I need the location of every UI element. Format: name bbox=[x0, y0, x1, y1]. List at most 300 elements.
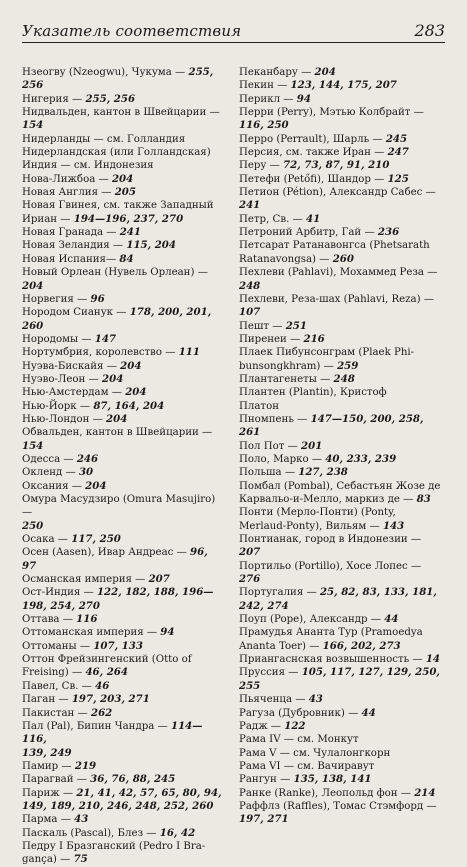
index-entry-line bbox=[239, 66, 444, 79]
index-entry-line bbox=[239, 333, 444, 346]
entry-text: Ранке (Ranke), Леопольд фон — bbox=[239, 787, 415, 799]
page-refs: 260 bbox=[332, 252, 354, 265]
page-refs: 75 bbox=[73, 853, 88, 866]
entry-text: Нзеогву (Nzeogwu), Чукума — bbox=[22, 67, 189, 78]
entry-text: Портильо (Portillo), Хосе Лопес — bbox=[239, 560, 422, 572]
page-refs: 114—116, bbox=[22, 719, 203, 746]
index-entry-line bbox=[239, 119, 444, 132]
page-refs: 178, 200, 201, 260 bbox=[22, 306, 212, 332]
index-entry-line bbox=[239, 79, 444, 92]
page-refs: 117, 250 bbox=[71, 533, 121, 546]
entry-text: Нигерия — bbox=[22, 93, 86, 105]
index-entry-line bbox=[239, 653, 444, 666]
page-refs: 214 bbox=[414, 786, 436, 799]
entry-text: Пруссия — bbox=[239, 667, 302, 679]
index-entry-line bbox=[239, 613, 444, 626]
entry-text: Париж — bbox=[22, 787, 77, 799]
page-refs: 46, 264 bbox=[85, 666, 128, 679]
page-refs: 245 bbox=[385, 132, 408, 145]
page-refs: 25, 82, 83, 133, 181, bbox=[319, 586, 437, 599]
page-refs: 94 bbox=[296, 92, 311, 105]
index-entry-line bbox=[239, 787, 444, 800]
page-refs: 259 bbox=[337, 359, 359, 372]
page-refs: 262 bbox=[91, 706, 113, 719]
index-entry-line bbox=[22, 546, 227, 559]
index-entry-line bbox=[22, 707, 227, 720]
entry-text: Персия, см. также Иран — bbox=[239, 147, 388, 159]
page-refs: 21, 41, 42, 57, 65, 80, 94, bbox=[76, 786, 222, 799]
index-entry-line bbox=[239, 586, 444, 599]
index-entry-line bbox=[239, 453, 444, 466]
entry-text: Пехлеви (Pahlavi), Мохаммед Реза — bbox=[239, 267, 438, 279]
entry-text: Плаек Пибунсонграм (Plaek Phi- bbox=[239, 347, 415, 359]
entry-text: Парма — bbox=[22, 814, 75, 826]
index-entry-line bbox=[239, 93, 444, 106]
entry-text: Омура Масудзиро (Omura Masujiro) — bbox=[22, 494, 216, 519]
entry-text: Радж — bbox=[239, 720, 285, 732]
entry-text: Рама VI — см. Вачиравут bbox=[239, 760, 375, 772]
page-refs: 107, 133 bbox=[93, 639, 143, 652]
entry-text: Педру I Бразганский (Pedro I Bra- bbox=[22, 840, 206, 852]
page-refs: 147—150, 200, 258, bbox=[310, 412, 424, 425]
index-entry-line bbox=[239, 413, 444, 426]
page-refs: 115, 204 bbox=[126, 239, 176, 252]
page-refs: 43 bbox=[308, 693, 323, 706]
index-entry-line bbox=[239, 133, 444, 146]
index-entry-line bbox=[22, 346, 227, 359]
entry-text: Памир — bbox=[22, 760, 75, 772]
index-entry-line bbox=[22, 373, 227, 386]
index-entry-line bbox=[22, 133, 227, 146]
index-entry-line bbox=[239, 693, 444, 706]
index-column-left bbox=[22, 66, 227, 867]
entry-text: Паган — bbox=[22, 694, 72, 706]
page-refs: 14 bbox=[425, 653, 440, 666]
page-refs: 256 bbox=[22, 79, 44, 92]
index-entry-line bbox=[22, 333, 227, 346]
entry-text: Пномпень — bbox=[239, 413, 311, 425]
index-entry-line bbox=[239, 386, 444, 399]
index-column-right bbox=[239, 66, 444, 827]
entry-text: Новая Гранада — bbox=[22, 227, 120, 239]
page-refs: 30 bbox=[78, 466, 94, 479]
entry-text: Норвегия — bbox=[22, 293, 91, 305]
page-refs: 122 bbox=[284, 719, 306, 732]
page-refs: 241 bbox=[239, 199, 261, 212]
entry-text: Помбал (Pombal), Себастьян Жозе де bbox=[239, 480, 441, 492]
entry-text: Пакистан — bbox=[22, 707, 91, 719]
entry-text: Новая Гвинея, см. также Западный bbox=[22, 200, 214, 212]
entry-text: Индия — см. Индонезия bbox=[22, 160, 154, 172]
index-entry-line bbox=[239, 813, 444, 826]
index-entry-line bbox=[22, 253, 227, 266]
entry-text: Нидвальден, кантон в Швейцарии — bbox=[22, 107, 220, 119]
index-entry-line bbox=[239, 320, 444, 333]
index-entry-line bbox=[239, 226, 444, 239]
page-refs: 84 bbox=[119, 252, 134, 265]
index-entry-line bbox=[239, 800, 444, 813]
entry-text: Осен (Aasen), Ивар Андреас — bbox=[22, 547, 191, 559]
entry-text: Перу — bbox=[239, 160, 284, 172]
index-entry-line bbox=[239, 600, 444, 613]
entry-text: Нью-Амстердам — bbox=[22, 387, 126, 399]
index-entry-line bbox=[22, 453, 227, 466]
index-entry-line bbox=[22, 360, 227, 373]
entry-text: Поло, Марко — bbox=[239, 453, 326, 465]
page-refs: 87, 164, 204 bbox=[93, 399, 165, 412]
page-refs: 207 bbox=[239, 546, 261, 559]
entry-text: Оттава — bbox=[22, 614, 77, 626]
index-entry-line bbox=[22, 666, 227, 679]
index-entry-line bbox=[22, 653, 227, 666]
entry-text: Обвальден, кантон в Швейцарии — bbox=[22, 427, 213, 439]
index-entry-line bbox=[239, 266, 444, 279]
page-refs: 149, 189, 210, 246, 248, 252, 260 bbox=[22, 799, 214, 812]
index-entry-line bbox=[22, 266, 227, 279]
entry-text: Платон bbox=[239, 400, 279, 412]
entry-text: Паскаль (Pascal), Блез — bbox=[22, 827, 160, 839]
index-entry-line bbox=[22, 720, 227, 747]
entry-text: Рангун — bbox=[239, 774, 294, 786]
index-entry-line bbox=[22, 280, 227, 293]
index-entry-line bbox=[239, 239, 444, 252]
entry-text: Перри (Perry), Мэтью Колбрайт — bbox=[239, 107, 424, 119]
index-entry-line bbox=[239, 199, 444, 212]
index-entry-line bbox=[239, 280, 444, 293]
page-refs: 135, 138, 141 bbox=[293, 773, 372, 786]
page-refs: 122, 182, 188, 196— bbox=[96, 586, 214, 599]
page-refs: 219 bbox=[74, 759, 97, 772]
entry-text: Петр, Св. — bbox=[239, 213, 306, 225]
page-refs: 204 bbox=[22, 279, 44, 292]
entry-text: Пиренеи — bbox=[239, 333, 304, 345]
entry-text: Ananta Toer) — bbox=[239, 640, 323, 652]
entry-text: Новая Испания— bbox=[22, 253, 120, 265]
index-entry-line bbox=[239, 760, 444, 773]
page-refs: 207 bbox=[148, 573, 170, 586]
page-refs: 111 bbox=[178, 346, 200, 359]
page-refs: 276 bbox=[239, 573, 261, 586]
page-refs: 242, 274 bbox=[239, 599, 289, 612]
index-entry-line bbox=[239, 146, 444, 159]
page-refs: 41 bbox=[305, 212, 321, 225]
page-refs: 204 bbox=[125, 386, 147, 399]
index-entry-line bbox=[22, 813, 227, 826]
page-refs: 154 bbox=[22, 119, 44, 132]
entry-text: Петефи (Petőfi), Шандор — bbox=[239, 173, 388, 185]
index-entry-line bbox=[239, 707, 444, 720]
entry-text: Осака — bbox=[22, 534, 72, 546]
index-entry-line bbox=[239, 626, 444, 639]
index-entry-line bbox=[22, 119, 227, 132]
page-refs: 194—196, 237, 270 bbox=[73, 212, 184, 225]
page-refs: 204 bbox=[106, 412, 128, 425]
page-refs: 216 bbox=[303, 332, 325, 345]
page-refs: 125 bbox=[387, 172, 409, 185]
index-entry-line bbox=[239, 773, 444, 786]
index-entry-line bbox=[22, 573, 227, 586]
page-refs: 250 bbox=[22, 519, 44, 532]
index-entry-line bbox=[239, 720, 444, 733]
index-entry-line bbox=[239, 213, 444, 226]
entry-text: Новая Англия — bbox=[22, 187, 115, 199]
page-refs: 123, 144, 175, 207 bbox=[290, 79, 397, 92]
page-refs: 197, 203, 271 bbox=[71, 693, 150, 706]
index-entry-line bbox=[22, 79, 227, 92]
entry-text: Нуэво-Леон — bbox=[22, 373, 103, 385]
entry-text: Петион (Pétion), Александр Сабес — bbox=[239, 187, 436, 199]
index-entry-line bbox=[22, 413, 227, 426]
index-entry-line bbox=[239, 293, 444, 306]
entry-text: Пехлеви, Реза-шах (Pahlavi, Reza) — bbox=[239, 293, 435, 305]
page-refs: 204 bbox=[85, 479, 107, 492]
index-entry-line bbox=[22, 159, 227, 172]
index-entry-line bbox=[22, 386, 227, 399]
page-refs: 205 bbox=[114, 186, 136, 199]
index-entry-line bbox=[239, 159, 444, 172]
page-refs: 139, 249 bbox=[22, 746, 72, 759]
page-refs: 247 bbox=[387, 146, 409, 159]
entry-text: Нуэва-Бискайя — bbox=[22, 360, 121, 372]
index-entry-line bbox=[239, 560, 444, 573]
page-refs: 147 bbox=[94, 332, 117, 345]
page-refs: 107 bbox=[239, 306, 261, 319]
page-number: 283 bbox=[414, 21, 445, 40]
index-entry-line bbox=[22, 400, 227, 413]
index-entry-line bbox=[239, 493, 444, 506]
entry-text: Парагвай — bbox=[22, 774, 91, 786]
page-refs: 204 bbox=[314, 66, 336, 78]
index-entry-line bbox=[22, 613, 227, 626]
index-entry-line bbox=[239, 106, 444, 119]
index-entry-line bbox=[22, 853, 227, 866]
page-refs: 40, 233, 239 bbox=[325, 452, 397, 465]
page-refs: 198, 254, 270 bbox=[22, 599, 100, 612]
index-entry-line bbox=[22, 600, 227, 613]
entry-text: Пал (Pal), Бипин Чандра — bbox=[22, 720, 171, 732]
index-entry-line bbox=[22, 173, 227, 186]
page-refs: 246 bbox=[76, 452, 99, 465]
entry-text: Рама V — см. Чулалонгкорн bbox=[239, 747, 391, 759]
page-refs: 248 bbox=[333, 372, 355, 385]
index-entry-line bbox=[22, 186, 227, 199]
page-refs: 83 bbox=[416, 493, 431, 505]
index-entry-line bbox=[22, 586, 227, 599]
page-refs: 96 bbox=[90, 292, 105, 305]
entry-text: Нью-Лондон — bbox=[22, 413, 107, 425]
index-entry-line bbox=[239, 666, 444, 679]
entry-text: Павел, Св. — bbox=[22, 680, 96, 692]
index-entry-line bbox=[22, 626, 227, 639]
entry-text: Раффлз (Raffles), Томас Стэмфорд — bbox=[239, 800, 437, 812]
entry-text: Прамудья Ананта Тур (Pramoedya bbox=[239, 627, 423, 639]
page-refs: 105, 117, 127, 129, 250, bbox=[301, 666, 440, 679]
index-entry-line bbox=[239, 747, 444, 760]
entry-text: Нидерландская (или Голландская) bbox=[22, 147, 211, 159]
index-entry-line bbox=[239, 466, 444, 479]
index-entry-line bbox=[239, 306, 444, 319]
index-entry-line bbox=[22, 840, 227, 853]
page-refs: 94 bbox=[160, 626, 175, 639]
page-refs: 36, 76, 88, 245 bbox=[90, 773, 176, 786]
entry-text: Перро (Perrault), Шарль — bbox=[239, 133, 386, 145]
entry-text: Новая Зеландия — bbox=[22, 240, 127, 252]
index-entry-line bbox=[22, 773, 227, 786]
page-refs: 44 bbox=[384, 613, 399, 626]
entry-text: Оксания — bbox=[22, 480, 86, 492]
page-refs: 16, 42 bbox=[159, 826, 196, 839]
index-entry-line bbox=[22, 306, 227, 333]
entry-text: Оттон Фрейзингенский (Otto of bbox=[22, 654, 192, 666]
index-entry-line bbox=[239, 186, 444, 199]
page-refs: 261 bbox=[239, 426, 261, 439]
page-refs: 241 bbox=[119, 226, 141, 239]
page-refs: 96, bbox=[190, 546, 208, 559]
index-entry-line bbox=[22, 760, 227, 773]
entry-text: Пекин — bbox=[239, 80, 291, 92]
index-entry-line bbox=[22, 493, 227, 520]
entry-text: Нью-Йорк — bbox=[22, 400, 94, 412]
page-refs: 43 bbox=[74, 813, 89, 826]
index-entry-line bbox=[22, 800, 227, 813]
index-entry-line bbox=[22, 533, 227, 546]
entry-text: Нидерланды — см. Голландия bbox=[22, 133, 186, 145]
page-refs: 201 bbox=[301, 439, 323, 452]
index-entry-line bbox=[22, 226, 227, 239]
index-entry-line bbox=[22, 293, 227, 306]
entry-text: Нова-Лижбоа — bbox=[22, 173, 112, 185]
index-entry-line bbox=[239, 680, 444, 693]
index-entry-line bbox=[22, 426, 227, 439]
page-refs: 255, 256 bbox=[85, 92, 136, 105]
index-entry-line bbox=[239, 426, 444, 439]
index-entry-line bbox=[22, 827, 227, 840]
index-entry-line bbox=[239, 253, 444, 266]
index-entry-line bbox=[22, 560, 227, 573]
index-entry-line bbox=[22, 680, 227, 693]
index-entry-line bbox=[22, 693, 227, 706]
page-refs: 127, 238 bbox=[298, 466, 348, 479]
index-entry-line bbox=[22, 106, 227, 119]
index-entry-line bbox=[22, 239, 227, 252]
index-entry-line bbox=[22, 520, 227, 533]
entry-text: Оттоманская империя — bbox=[22, 627, 161, 639]
entry-text: Понти (Мерло-Понти) (Ponty, bbox=[239, 507, 396, 519]
page-refs: 154 bbox=[22, 439, 44, 452]
entry-text: Османская империя — bbox=[22, 574, 149, 586]
page-refs: 255, bbox=[188, 66, 214, 78]
index-entry-line bbox=[239, 373, 444, 386]
entry-text: Польша — bbox=[239, 467, 299, 479]
index-entry-line bbox=[239, 520, 444, 533]
entry-text: Ост-Индия — bbox=[22, 587, 97, 599]
index-entry-line bbox=[22, 787, 227, 800]
index-entry-line bbox=[239, 533, 444, 546]
index-entry-line bbox=[239, 546, 444, 559]
entry-text: Рагуза (Дубровник) — bbox=[239, 707, 362, 719]
index-entry-line bbox=[22, 66, 227, 79]
page-refs: 46 bbox=[95, 679, 110, 692]
page-refs: 204 bbox=[111, 172, 134, 185]
page-refs: 236 bbox=[377, 226, 400, 239]
index-entry-line bbox=[239, 506, 444, 519]
entry-text: gança) — bbox=[22, 854, 74, 866]
index-entry-line bbox=[22, 93, 227, 106]
entry-text: Ириан — bbox=[22, 213, 74, 225]
entry-text: Рама IV — см. Монкут bbox=[239, 734, 359, 746]
page-refs: 204 bbox=[120, 359, 142, 372]
entry-text: Пол Пот — bbox=[239, 440, 302, 452]
index-entry-line bbox=[22, 466, 227, 479]
page-refs: 97 bbox=[22, 559, 37, 572]
entry-text: Пеканбару — bbox=[239, 67, 315, 78]
entry-text: Понтианак, город в Индонезии — bbox=[239, 534, 422, 546]
entry-text: Freising) — bbox=[22, 667, 86, 679]
entry-text: Merlaud-Ponty), Вильям — bbox=[239, 520, 383, 532]
index-entry-line bbox=[239, 480, 444, 493]
header-title: Указатель соответствия bbox=[22, 22, 242, 40]
page-refs: 255 bbox=[239, 679, 261, 692]
entry-text: bunsongkhram) — bbox=[239, 360, 338, 372]
entry-text: Пешт — bbox=[239, 320, 286, 332]
entry-text: Нородом Сианук — bbox=[22, 307, 130, 319]
page-refs: 204 bbox=[102, 372, 124, 385]
entry-text: Нортумбрия, королевство — bbox=[22, 347, 179, 359]
page-refs: 116 bbox=[76, 613, 98, 626]
entry-text: Одесса — bbox=[22, 453, 77, 465]
entry-text: Плантен (Plantin), Кристоф bbox=[239, 387, 387, 399]
page-refs: 197, 271 bbox=[239, 813, 289, 826]
entry-text: Оттоманы — bbox=[22, 640, 94, 652]
page-refs: 251 bbox=[285, 319, 307, 332]
entry-text: Португалия — bbox=[239, 587, 320, 599]
index-entry-line bbox=[22, 747, 227, 760]
index-entry-line bbox=[239, 573, 444, 586]
index-entry-line bbox=[22, 480, 227, 493]
entry-text: Перикл — bbox=[239, 93, 297, 105]
entry-text: Пьяченца — bbox=[239, 694, 309, 706]
page-refs: 248 bbox=[239, 279, 261, 292]
index-entry-line bbox=[239, 173, 444, 186]
index-entry-line bbox=[239, 346, 444, 359]
index-entry-line bbox=[239, 400, 444, 413]
entry-text: Приангаснская возвышенность — bbox=[239, 654, 426, 666]
entry-text: Нородомы — bbox=[22, 333, 95, 345]
entry-text: Карвальо-и-Мелло, маркиз де — bbox=[239, 494, 417, 505]
index-entry-line bbox=[239, 640, 444, 653]
index-entry-line bbox=[239, 733, 444, 746]
index-entry-line bbox=[22, 440, 227, 453]
index-entry-line bbox=[22, 640, 227, 653]
running-header bbox=[22, 16, 445, 43]
page-refs: 116, 250 bbox=[239, 119, 289, 132]
entry-text: Петроний Арбитр, Гай — bbox=[239, 227, 378, 239]
page-refs: 166, 202, 273 bbox=[322, 639, 401, 652]
entry-text: Новый Орлеан (Нувель Орлеан) — bbox=[22, 267, 208, 279]
index-entry-line bbox=[239, 440, 444, 453]
index-entry-line bbox=[239, 360, 444, 373]
page-refs: 143 bbox=[382, 519, 405, 532]
entry-text: Ratanavongsa) — bbox=[239, 253, 333, 265]
entry-text: Окленд — bbox=[22, 467, 79, 479]
index-entry-line bbox=[22, 213, 227, 226]
index-entry-line bbox=[22, 199, 227, 212]
entry-text: Плантагенеты — bbox=[239, 373, 334, 385]
page-refs: 44 bbox=[361, 706, 376, 719]
page-refs: 72, 73, 87, 91, 210 bbox=[283, 159, 390, 172]
index-entry-line bbox=[22, 146, 227, 159]
entry-text: Поуп (Pope), Александр — bbox=[239, 614, 385, 626]
